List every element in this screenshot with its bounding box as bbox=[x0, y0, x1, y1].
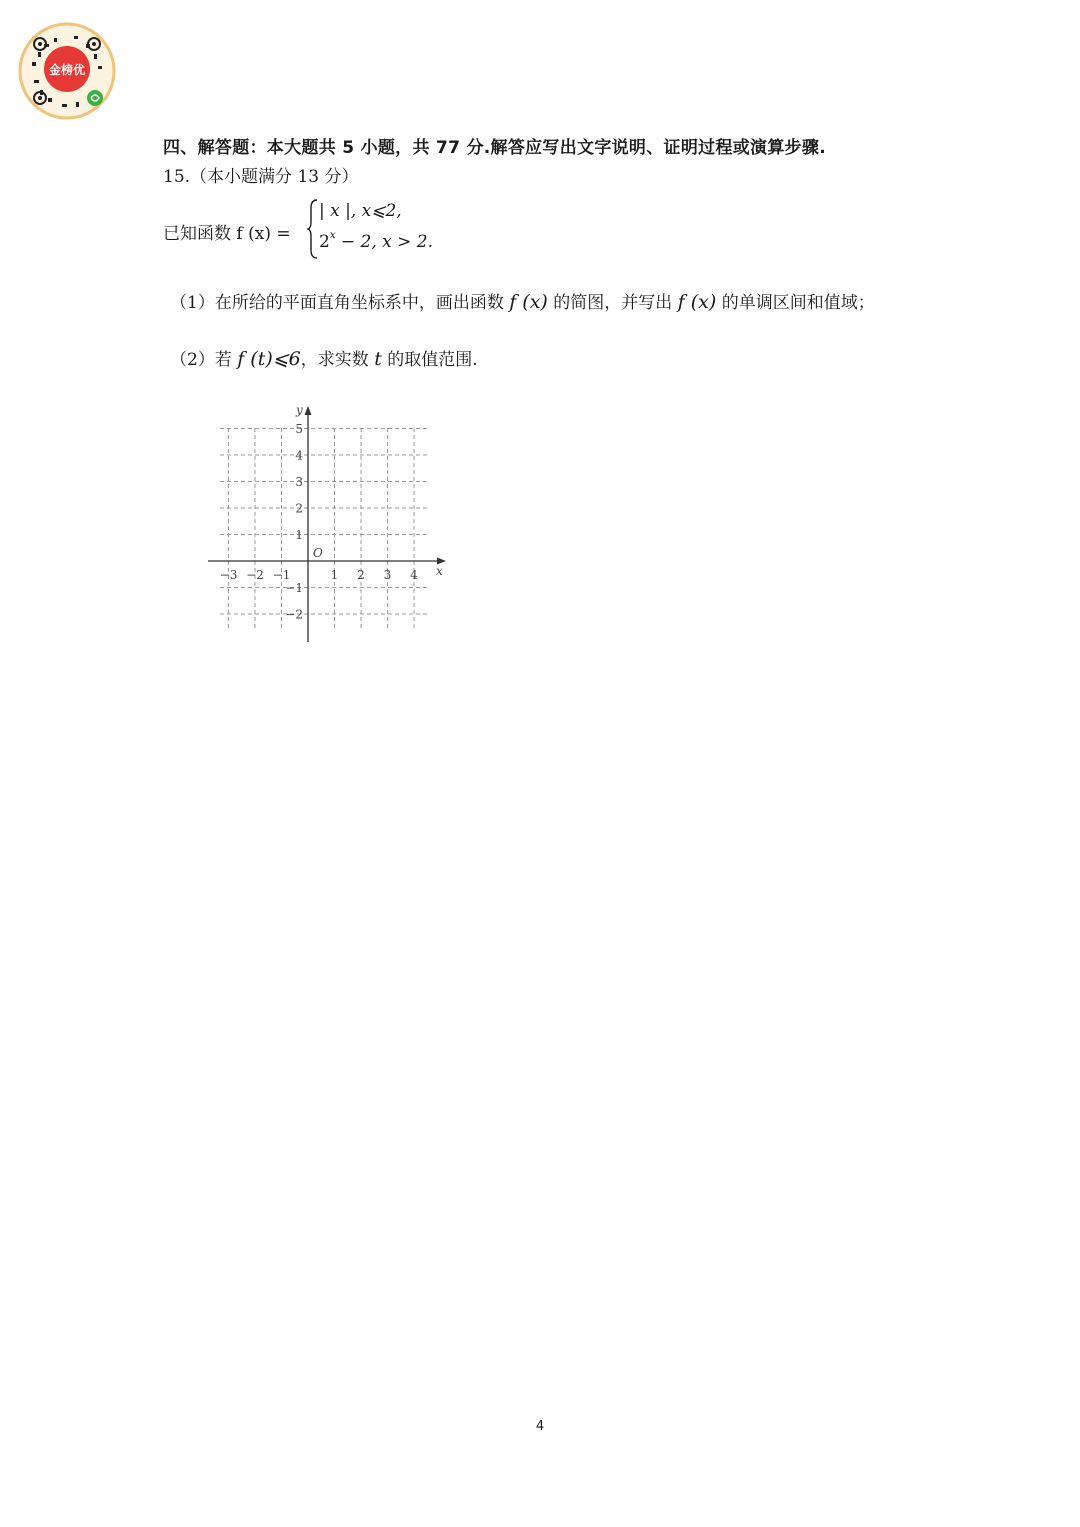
piecewise-brace bbox=[307, 198, 319, 260]
x-tick-label: −1 bbox=[272, 568, 291, 582]
part1-function-2: f (x) bbox=[677, 291, 717, 313]
piecewise-case-1: | x |, x⩽2, bbox=[319, 201, 402, 221]
part2-variable: t bbox=[374, 348, 382, 370]
y-tick-label: 3 bbox=[295, 475, 303, 489]
part1-text-b: 的简图，并写出 bbox=[547, 293, 678, 313]
part2-inequality: f (t)⩽6 bbox=[237, 348, 301, 370]
part1-function-1: f (x) bbox=[509, 291, 548, 313]
coordinate-grid bbox=[200, 398, 450, 648]
y-axis-arrow bbox=[305, 406, 312, 415]
definition-lead: 已知函数 f (x) = bbox=[163, 224, 291, 244]
question-part-2 bbox=[170, 345, 478, 370]
origin-label: O bbox=[313, 546, 323, 560]
part1-text-a: （1）在所给的平面直角坐标系中，画出函数 bbox=[170, 293, 510, 313]
case2-base: 2 bbox=[319, 232, 330, 252]
page-number: 4 bbox=[535, 1419, 545, 1434]
y-tick-label: 2 bbox=[295, 501, 303, 516]
x-tick-label: −3 bbox=[219, 568, 238, 582]
logo-brand-text: 金榜优 bbox=[48, 63, 86, 77]
y-tick-label: −2 bbox=[285, 607, 303, 622]
part2-text-b: ，求实数 bbox=[300, 350, 375, 370]
section-heading: 四、解答题：本大题共 5 小题，共 77 分.解答应写出文字说明、证明过程或演算步骤. bbox=[163, 138, 826, 158]
part2-text-a: （2）若 bbox=[170, 350, 238, 370]
x-tick-label: 1 bbox=[330, 568, 339, 582]
y-tick-label: 4 bbox=[295, 448, 303, 463]
part2-text-c: 的取值范围. bbox=[381, 350, 478, 370]
case2-exponent: x bbox=[329, 230, 336, 241]
problem-title: 15.（本小题满分 13 分） bbox=[163, 167, 359, 187]
part1-text-c: 的单调区间和值域； bbox=[716, 293, 875, 313]
grid-lines bbox=[220, 428, 428, 630]
y-axis-label: y bbox=[296, 403, 303, 417]
x-tick-label: 3 bbox=[383, 568, 392, 582]
question-part-1 bbox=[170, 288, 875, 313]
x-tick-label: 2 bbox=[357, 568, 365, 582]
piecewise-case-2 bbox=[319, 232, 433, 252]
jinbangyou-logo bbox=[18, 22, 116, 120]
y-tick-label: 5 bbox=[295, 422, 303, 436]
x-tick-label: 4 bbox=[410, 568, 418, 582]
y-tick-label: 1 bbox=[295, 528, 303, 542]
x-axis-label: x bbox=[436, 564, 443, 578]
case2-rest: − 2, x > 2. bbox=[335, 232, 434, 252]
y-tick-label: −1 bbox=[285, 581, 303, 595]
x-tick-label: −2 bbox=[246, 568, 264, 582]
